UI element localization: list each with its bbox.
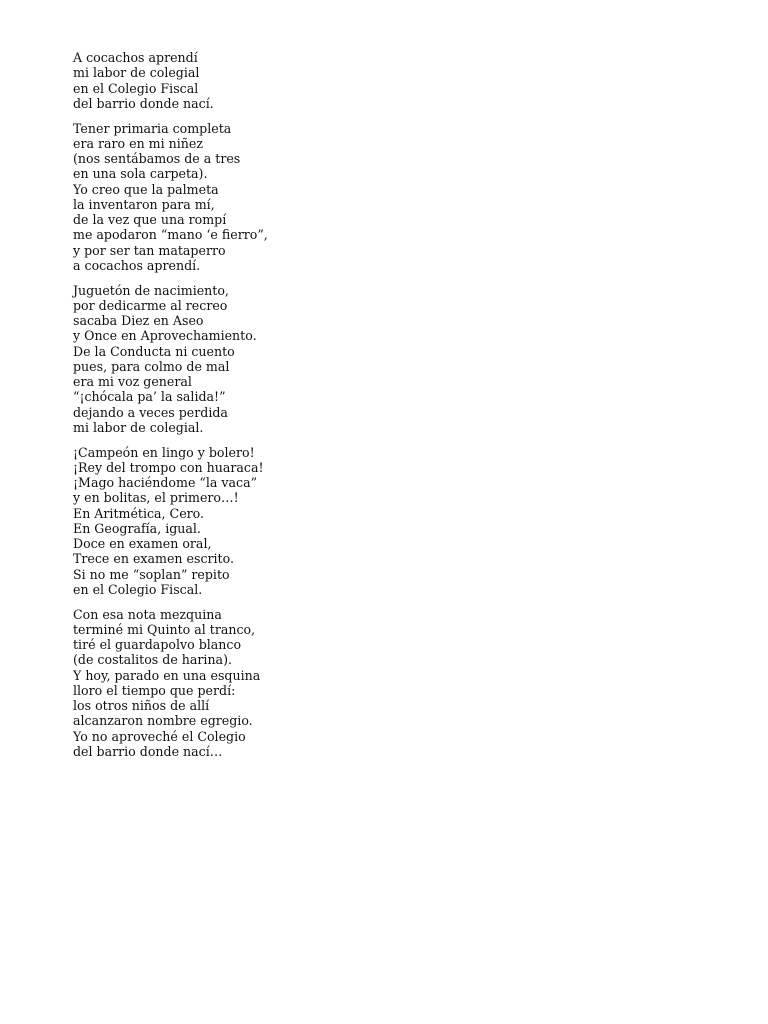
poem-line: mi labor de colegial. xyxy=(73,419,204,435)
poem-line: en el Colegio Fiscal xyxy=(73,80,199,96)
poem-line: los otros niños de allí xyxy=(73,698,210,713)
poem-line: la inventaron para mí, xyxy=(73,196,215,212)
poem-line: y Once en Aprovechamiento. xyxy=(73,328,257,344)
poem-line: del barrio donde nací… xyxy=(73,743,223,759)
poem-line: Y hoy, parado en una esquina xyxy=(73,667,261,683)
poem-line: ¡Mago haciéndome “la vaca” xyxy=(73,475,258,490)
poem-line: y en bolitas, el primero…! xyxy=(73,490,239,506)
poem-line: En Aritmética, Cero. xyxy=(73,505,205,521)
poem-line: Trece en examen escrito. xyxy=(73,551,234,567)
stanza-2 xyxy=(73,121,713,274)
poem-line: Con esa nota mezquina xyxy=(73,606,222,622)
stanza-1 xyxy=(73,50,713,111)
poem-line: de la vez que una rompí xyxy=(73,212,227,227)
poem-line: Si no me “soplan” repito xyxy=(73,566,230,582)
poem-line: era mi voz general xyxy=(73,374,192,389)
poem-line: me apodaron “mano ‘e fierro”, xyxy=(73,227,268,243)
poem-line: alcanzaron nombre egregio. xyxy=(73,713,253,729)
poem-line: mi labor de colegial xyxy=(73,65,200,81)
poem-line: en una sola carpeta). xyxy=(73,166,208,182)
poem-line: y por ser tan mataperro xyxy=(73,242,226,258)
poem-line: Tener primaria completa xyxy=(73,120,232,136)
poem-line: “¡chócala pa’ la salida!” xyxy=(73,389,226,405)
stanza-5 xyxy=(73,607,713,760)
poem-line: dejando a veces perdida xyxy=(73,404,228,420)
poem-line: (de costalitos de harina). xyxy=(73,652,232,668)
poem-line: por dedicarme al recreo xyxy=(73,297,228,313)
poem-line: Juguetón de nacimiento, xyxy=(73,282,229,298)
poem-line: sacaba Diez en Aseo xyxy=(73,313,204,328)
poem-line: Yo no aproveché el Colegio xyxy=(73,728,246,744)
poem-line: ¡Campeón en lingo y bolero! xyxy=(73,444,255,460)
stanza-3 xyxy=(73,283,713,436)
poem-line: terminé mi Quinto al tranco, xyxy=(73,621,256,637)
poem-line: A cocachos aprendí xyxy=(73,50,198,65)
poem-line: lloro el tiempo que perdí: xyxy=(73,682,236,698)
poem-line: Yo creo que la palmeta xyxy=(73,181,219,197)
poem-page xyxy=(73,50,713,769)
poem-line: ¡Rey del trompo con huaraca! xyxy=(73,459,264,475)
poem-line: a cocachos aprendí. xyxy=(73,257,201,273)
poem-line: tiré el guardapolvo blanco xyxy=(73,637,242,652)
poem-line: De la Conducta ni cuento xyxy=(73,343,235,359)
poem-line: En Geografía, igual. xyxy=(73,520,201,536)
poem-line: era raro en mi niñez xyxy=(73,135,203,151)
stanza-4 xyxy=(73,445,713,598)
poem-line: en el Colegio Fiscal. xyxy=(73,581,203,597)
poem-line: Doce en examen oral, xyxy=(73,536,212,551)
poem-line: (nos sentábamos de a tres xyxy=(73,151,241,166)
poem-line: pues, para colmo de mal xyxy=(73,358,230,374)
poem-line: del barrio donde nací. xyxy=(73,95,214,111)
